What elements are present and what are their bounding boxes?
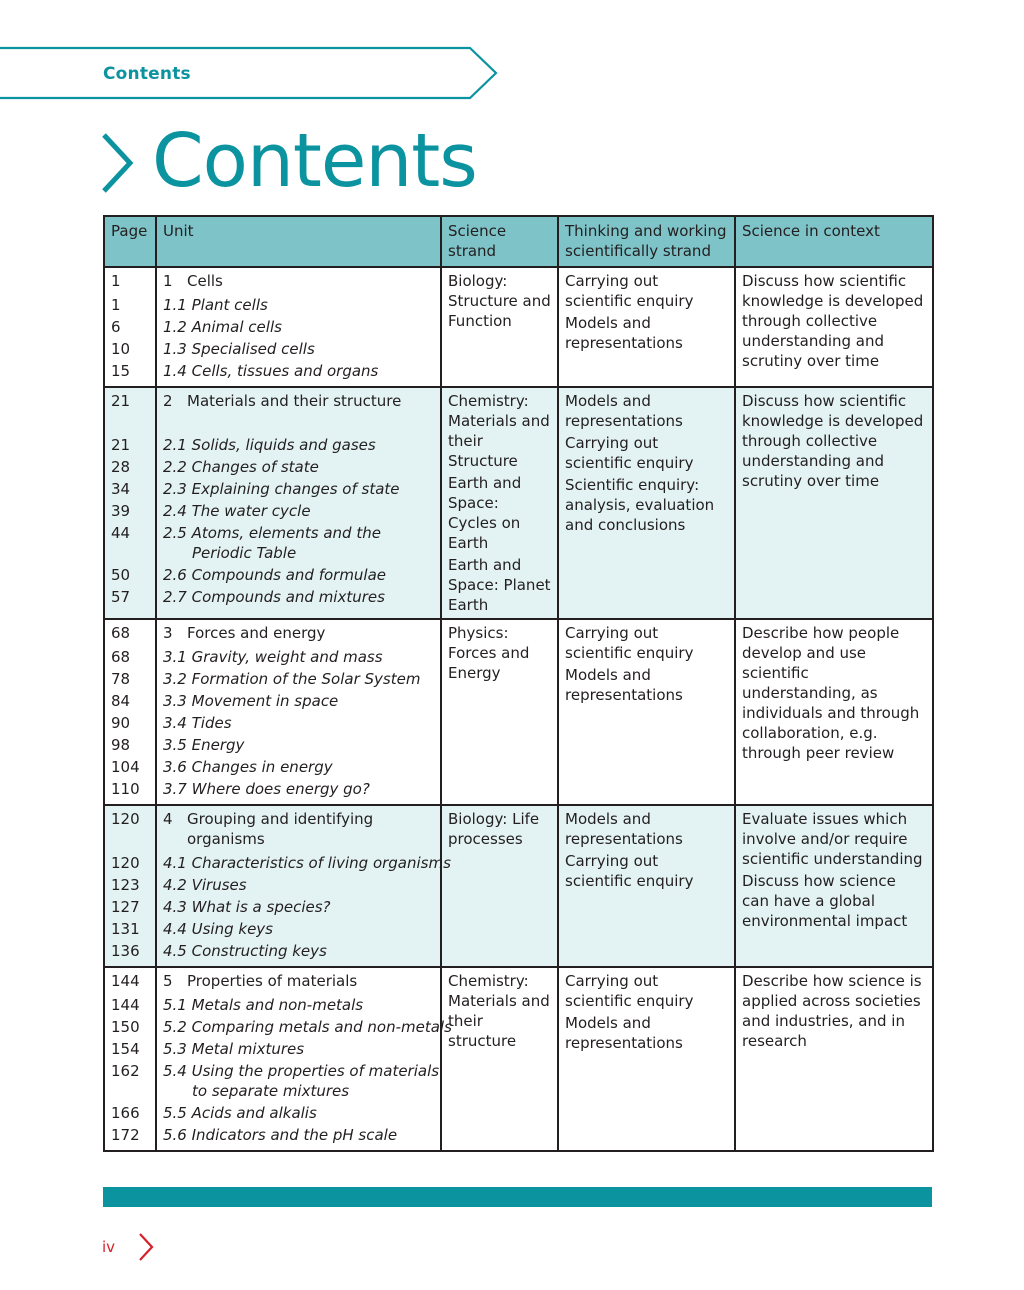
tws-strand-text: Carrying out scientific enquiry (565, 972, 694, 1010)
lesson-title-text: 5.6 Indicators and the pH scale (163, 1126, 398, 1144)
lesson-title (163, 669, 434, 691)
lesson-title-text: 4.5 Constructing keys (163, 942, 327, 960)
tws-strand-text: Carrying out scientific enquiry (565, 852, 694, 890)
lesson-title (163, 875, 434, 897)
lesson-title-text: 5.1 Metals and non-metals (163, 996, 364, 1014)
science-strand-text: Biology: Life processes (448, 810, 540, 848)
unit-page-number: 144 (111, 972, 140, 990)
lesson-title-text: 2.6 Compounds and formulae (163, 566, 387, 584)
lesson-title (163, 339, 434, 361)
unit-title: Forces and energy (187, 624, 326, 642)
tws-strand-text: Carrying out scientific enquiry (565, 272, 694, 310)
lesson-title (163, 779, 434, 801)
column-header-page: Page (104, 216, 156, 267)
tws-strand-text: Models and representations (565, 1014, 683, 1052)
science-strand-text: Chemistry: Materials and their Structure (448, 392, 550, 470)
tws-strand-cell (558, 805, 735, 967)
lesson-title (163, 1061, 440, 1103)
lesson-page-number: 10 (111, 340, 131, 358)
science-strand-text: Chemistry: Materials and their structure (448, 972, 550, 1050)
column-header-science-strand: Science strand (441, 216, 558, 267)
unit-number: 4 (163, 810, 173, 828)
science-context-text: Describe how people develop and use scientific understanding, as individuals and through collaboration, e.g. through peer review (742, 624, 920, 762)
lesson-page-number: 90 (111, 714, 131, 732)
lesson-title (163, 587, 434, 609)
lesson-title (163, 853, 451, 875)
lesson-title (163, 457, 434, 479)
lesson-page-number: 131 (111, 920, 140, 938)
unit-page-number: 1 (111, 272, 121, 290)
lesson-title-text: 5.3 Metal mixtures (163, 1040, 305, 1058)
lesson-title-continued: to separate mixtures (192, 1082, 350, 1100)
unit-title: Properties of materials (187, 972, 358, 990)
lesson-title-text: 1.2 Animal cells (163, 318, 282, 336)
unit-title: Materials and their structure (187, 392, 402, 410)
tws-strand-text: Models and representations (565, 314, 683, 352)
lesson-title (163, 919, 434, 941)
lesson-title-text: 5.5 Acids and alkalis (163, 1104, 317, 1122)
tws-strand-text: Models and representations (565, 392, 683, 430)
contents-table (103, 215, 934, 1152)
table-row (104, 387, 933, 619)
science-context-text: Evaluate issues which involve and/or require scientific understanding (742, 810, 923, 868)
lesson-page-number: 50 (111, 566, 131, 584)
table-header-row (104, 216, 933, 267)
unit-page-number: 21 (111, 392, 131, 410)
unit-cell (156, 967, 452, 1151)
lesson-page-number: 120 (111, 854, 140, 872)
lesson-title-text: 4.4 Using keys (163, 920, 273, 938)
science-strand-text: Earth and Space: Cycles on Earth (448, 474, 522, 552)
page-cell (104, 619, 156, 805)
lesson-page-number: 21 (111, 436, 131, 454)
table-row (104, 805, 933, 967)
lesson-title (163, 691, 434, 713)
tws-strand-cell (558, 619, 735, 805)
unit-cell (156, 619, 441, 805)
lesson-title-text: 1.4 Cells, tissues and organs (163, 362, 379, 380)
science-context-text: Describe how science is applied across societies and industries, and in research (742, 972, 922, 1050)
science-context-cell (735, 267, 933, 387)
tws-strand-cell (558, 967, 735, 1151)
science-strand-cell (441, 387, 558, 619)
science-context-text: Discuss how science can have a global environmental impact (742, 872, 908, 930)
science-strand-cell (441, 619, 558, 805)
lesson-title-text: 1.1 Plant cells (163, 296, 268, 314)
lesson-title-text: 3.1 Gravity, weight and mass (163, 648, 383, 666)
lesson-page-number: 166 (111, 1104, 140, 1122)
lesson-title (163, 361, 434, 383)
lesson-page-number: 110 (111, 780, 140, 798)
table-row (104, 267, 933, 387)
lesson-title-text: 1.3 Specialised cells (163, 340, 315, 358)
table-row (104, 619, 933, 805)
tws-strand-text: Scientific enquiry: analysis, evaluation and conclusions (565, 476, 715, 534)
lesson-title (163, 501, 434, 523)
lesson-title (163, 565, 434, 587)
lesson-title-text: 2.7 Compounds and mixtures (163, 588, 385, 606)
lesson-title (163, 435, 434, 457)
unit-number: 3 (163, 624, 173, 642)
lesson-page-number: 15 (111, 362, 131, 380)
lesson-title (163, 523, 434, 565)
lesson-page-number: 68 (111, 648, 131, 666)
lesson-title-text: 2.1 Solids, liquids and gases (163, 436, 376, 454)
table-body (104, 267, 933, 1151)
page-cell (104, 805, 156, 967)
column-header-science-in-context: Science in context (735, 216, 933, 267)
lesson-title-text: 2.5 Atoms, elements and the (163, 524, 381, 542)
unit-cell (156, 805, 451, 967)
lesson-page-number: 172 (111, 1126, 140, 1144)
lesson-page-number: 123 (111, 876, 140, 894)
lesson-page-number: 154 (111, 1040, 140, 1058)
lesson-title (163, 735, 434, 757)
unit-number: 5 (163, 972, 173, 990)
lesson-title (163, 317, 434, 339)
science-strand-text: Earth and Space: Planet Earth (448, 556, 551, 614)
lesson-title-text: 5.4 Using the properties of materials (163, 1062, 440, 1080)
lesson-title-text: 3.2 Formation of the Solar System (163, 670, 421, 688)
header-tab-outline (0, 46, 500, 100)
lesson-title-text: 3.7 Where does energy go? (163, 780, 370, 798)
lesson-page-number: 127 (111, 898, 140, 916)
lesson-title-text: 4.3 What is a species? (163, 898, 331, 916)
tws-strand-text: Models and representations (565, 666, 683, 704)
lesson-title-continued: Periodic Table (192, 544, 297, 562)
chevron-right-icon (100, 132, 134, 194)
table-row (104, 967, 933, 1151)
lesson-page-number: 78 (111, 670, 131, 688)
lesson-page-number: 150 (111, 1018, 140, 1036)
unit-page-number: 68 (111, 624, 131, 642)
lesson-title-text: 2.2 Changes of state (163, 458, 319, 476)
lesson-page-number: 162 (111, 1062, 140, 1080)
science-strand-text: Biology: Structure and Function (448, 272, 551, 330)
lesson-page-number: 39 (111, 502, 131, 520)
tws-strand-text: Carrying out scientific enquiry (565, 434, 694, 472)
unit-heading (163, 271, 434, 295)
lesson-title-text: 5.2 Comparing metals and non-metals (163, 1018, 452, 1036)
page-number: iv (102, 1238, 116, 1256)
unit-cell (156, 267, 441, 387)
science-context-text: Discuss how scientific knowledge is developed through collective understanding and scrutiny over time (742, 392, 924, 490)
unit-number: 2 (163, 392, 173, 410)
chevron-right-icon (137, 1232, 155, 1262)
page-cell (104, 967, 156, 1151)
science-context-cell (735, 805, 933, 967)
lesson-title-text: 3.6 Changes in energy (163, 758, 333, 776)
science-context-cell (735, 387, 933, 619)
lesson-title (163, 647, 434, 669)
footer-bar (103, 1187, 932, 1207)
column-header-tws-strand: Thinking and working scientifically strand (558, 216, 735, 267)
unit-title: Grouping and identifying organisms (187, 810, 374, 848)
column-header-unit: Unit (156, 216, 441, 267)
lesson-title-text: 4.2 Viruses (163, 876, 247, 894)
lesson-title (163, 295, 434, 317)
header-label: Contents (103, 64, 191, 84)
tws-strand-text: Carrying out scientific enquiry (565, 624, 694, 662)
tws-strand-text: Models and representations (565, 810, 683, 848)
lesson-page-number: 136 (111, 942, 140, 960)
lesson-page-number: 144 (111, 996, 140, 1014)
lesson-title (163, 941, 434, 963)
science-strand-cell (441, 267, 558, 387)
lesson-page-number: 84 (111, 692, 131, 710)
unit-page-number: 120 (111, 810, 140, 828)
lesson-page-number: 1 (111, 296, 121, 314)
unit-heading (163, 809, 434, 853)
lesson-page-number: 44 (111, 524, 131, 542)
lesson-title-text: 3.4 Tides (163, 714, 232, 732)
lesson-title (163, 1103, 434, 1125)
lesson-title-text: 4.1 Characteristics of living organisms (163, 854, 451, 872)
page-cell (104, 267, 156, 387)
lesson-title-text: 2.3 Explaining changes of state (163, 480, 400, 498)
unit-cell (156, 387, 441, 619)
science-context-cell (735, 967, 933, 1151)
unit-heading (163, 623, 434, 647)
lesson-page-number: 34 (111, 480, 131, 498)
science-strand-cell (441, 805, 558, 967)
lesson-title-text: 3.3 Movement in space (163, 692, 339, 710)
lesson-page-number: 104 (111, 758, 140, 776)
lesson-page-number: 6 (111, 318, 121, 336)
lesson-title (163, 897, 434, 919)
unit-number: 1 (163, 272, 173, 290)
lesson-title (163, 1125, 434, 1147)
lesson-title (163, 1017, 452, 1039)
lesson-title (163, 479, 434, 501)
lesson-title (163, 713, 434, 735)
science-strand-cell (441, 967, 558, 1151)
unit-heading (163, 971, 434, 995)
lesson-title-text: 3.5 Energy (163, 736, 245, 754)
lesson-page-number: 57 (111, 588, 131, 606)
lesson-title (163, 995, 434, 1017)
page-cell (104, 387, 156, 619)
science-context-text: Discuss how scientific knowledge is developed through collective understanding and scrutiny over time (742, 272, 924, 370)
lesson-page-number: 98 (111, 736, 131, 754)
science-context-cell (735, 619, 933, 805)
lesson-page-number: 28 (111, 458, 131, 476)
unit-title: Cells (187, 272, 223, 290)
tws-strand-cell (558, 387, 735, 619)
science-strand-text: Physics: Forces and Energy (448, 624, 530, 682)
lesson-title-text: 2.4 The water cycle (163, 502, 311, 520)
tws-strand-cell (558, 267, 735, 387)
lesson-title (163, 1039, 434, 1061)
page-title: Contents (152, 118, 477, 204)
unit-heading (163, 391, 434, 435)
lesson-title (163, 757, 434, 779)
